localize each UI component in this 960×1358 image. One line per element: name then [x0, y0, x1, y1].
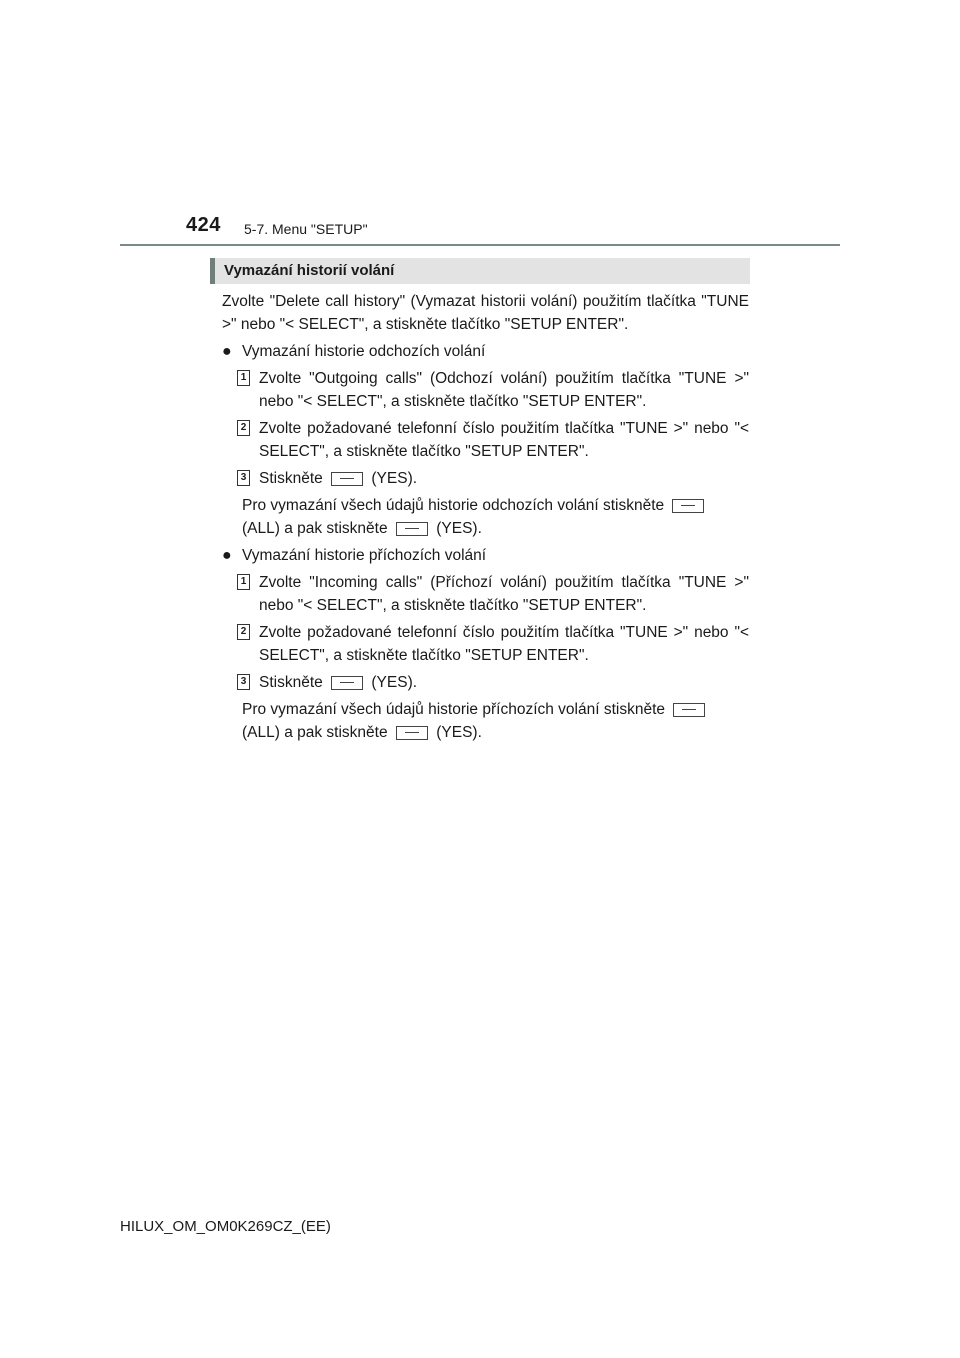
step-text: Zvolte požadované telefonní číslo použitím tlačítka "TUNE >" nebo "< SELECT", a stiskněte tlačítko "SETUP ENTER".: [259, 624, 749, 664]
step: [222, 671, 749, 694]
header-rule: [120, 244, 840, 246]
step-number: 2: [237, 420, 250, 436]
soft-key-icon: [331, 472, 363, 486]
bullet-incoming: [222, 544, 749, 567]
step-text-before: Stiskněte: [259, 470, 323, 487]
bullet-icon: ●: [222, 343, 232, 360]
footer-code: HILUX_OM_OM0K269CZ_(EE): [120, 1218, 331, 1235]
section-accent: [210, 258, 215, 284]
note-paragraph: [222, 494, 749, 540]
step-text: Zvolte "Outgoing calls" (Odchozí volání) použitím tlačítka "TUNE >" nebo "< SELECT", a stiskněte tlačítko "SETUP ENTER".: [259, 370, 749, 410]
page-number: 424: [186, 214, 221, 236]
step-text-before: Stiskněte: [259, 674, 323, 691]
step-number: 3: [237, 674, 250, 690]
step: [222, 571, 749, 617]
soft-key-icon: [396, 522, 428, 536]
intro-paragraph: Zvolte "Delete call history" (Vymazat historii volání) použitím tlačítka "TUNE >" nebo "< SELECT", a stiskněte tlačítko "SETUP ENTER".: [222, 293, 749, 333]
step-text-after: (YES).: [371, 674, 418, 691]
soft-key-icon: [672, 499, 704, 513]
step-number: 1: [237, 574, 250, 590]
step: [222, 467, 749, 490]
step-text: Zvolte požadované telefonní číslo použitím tlačítka "TUNE >" nebo "< SELECT", a stiskněte tlačítko "SETUP ENTER".: [259, 420, 749, 460]
soft-key-icon: [396, 726, 428, 740]
soft-key-icon: [331, 676, 363, 690]
soft-key-icon: [673, 703, 705, 717]
bullet-heading: Vymazání historie příchozích volání: [242, 547, 487, 564]
note-text: (ALL) a pak stiskněte: [242, 520, 388, 537]
bullet-outgoing: [222, 340, 749, 363]
section-heading-bar: [210, 258, 750, 284]
section-title: Vymazání historií volání: [224, 262, 395, 279]
chapter-title: 5-7. Menu "SETUP": [244, 221, 368, 237]
step-number: 1: [237, 370, 250, 386]
step-text-after: (YES).: [371, 470, 418, 487]
step: [222, 417, 749, 463]
section-content: [222, 290, 749, 748]
note-text: (YES).: [436, 724, 482, 741]
step-text: Zvolte "Incoming calls" (Příchozí volání) použitím tlačítka "TUNE >" nebo "< SELECT", a stiskněte tlačítko "SETUP ENTER".: [259, 574, 749, 614]
step-number: 3: [237, 470, 250, 486]
step: [222, 621, 749, 667]
step-number: 2: [237, 624, 250, 640]
step: [222, 367, 749, 413]
bullet-icon: ●: [222, 547, 232, 564]
note-paragraph: [222, 698, 749, 744]
bullet-heading: Vymazání historie odchozích volání: [242, 343, 486, 360]
note-text: (YES).: [436, 520, 482, 537]
note-text: (ALL) a pak stiskněte: [242, 724, 388, 741]
note-text: Pro vymazání všech údajů historie příchozích volání stiskněte: [242, 701, 666, 718]
note-text: Pro vymazání všech údajů historie odchozích volání stiskněte: [242, 497, 665, 514]
